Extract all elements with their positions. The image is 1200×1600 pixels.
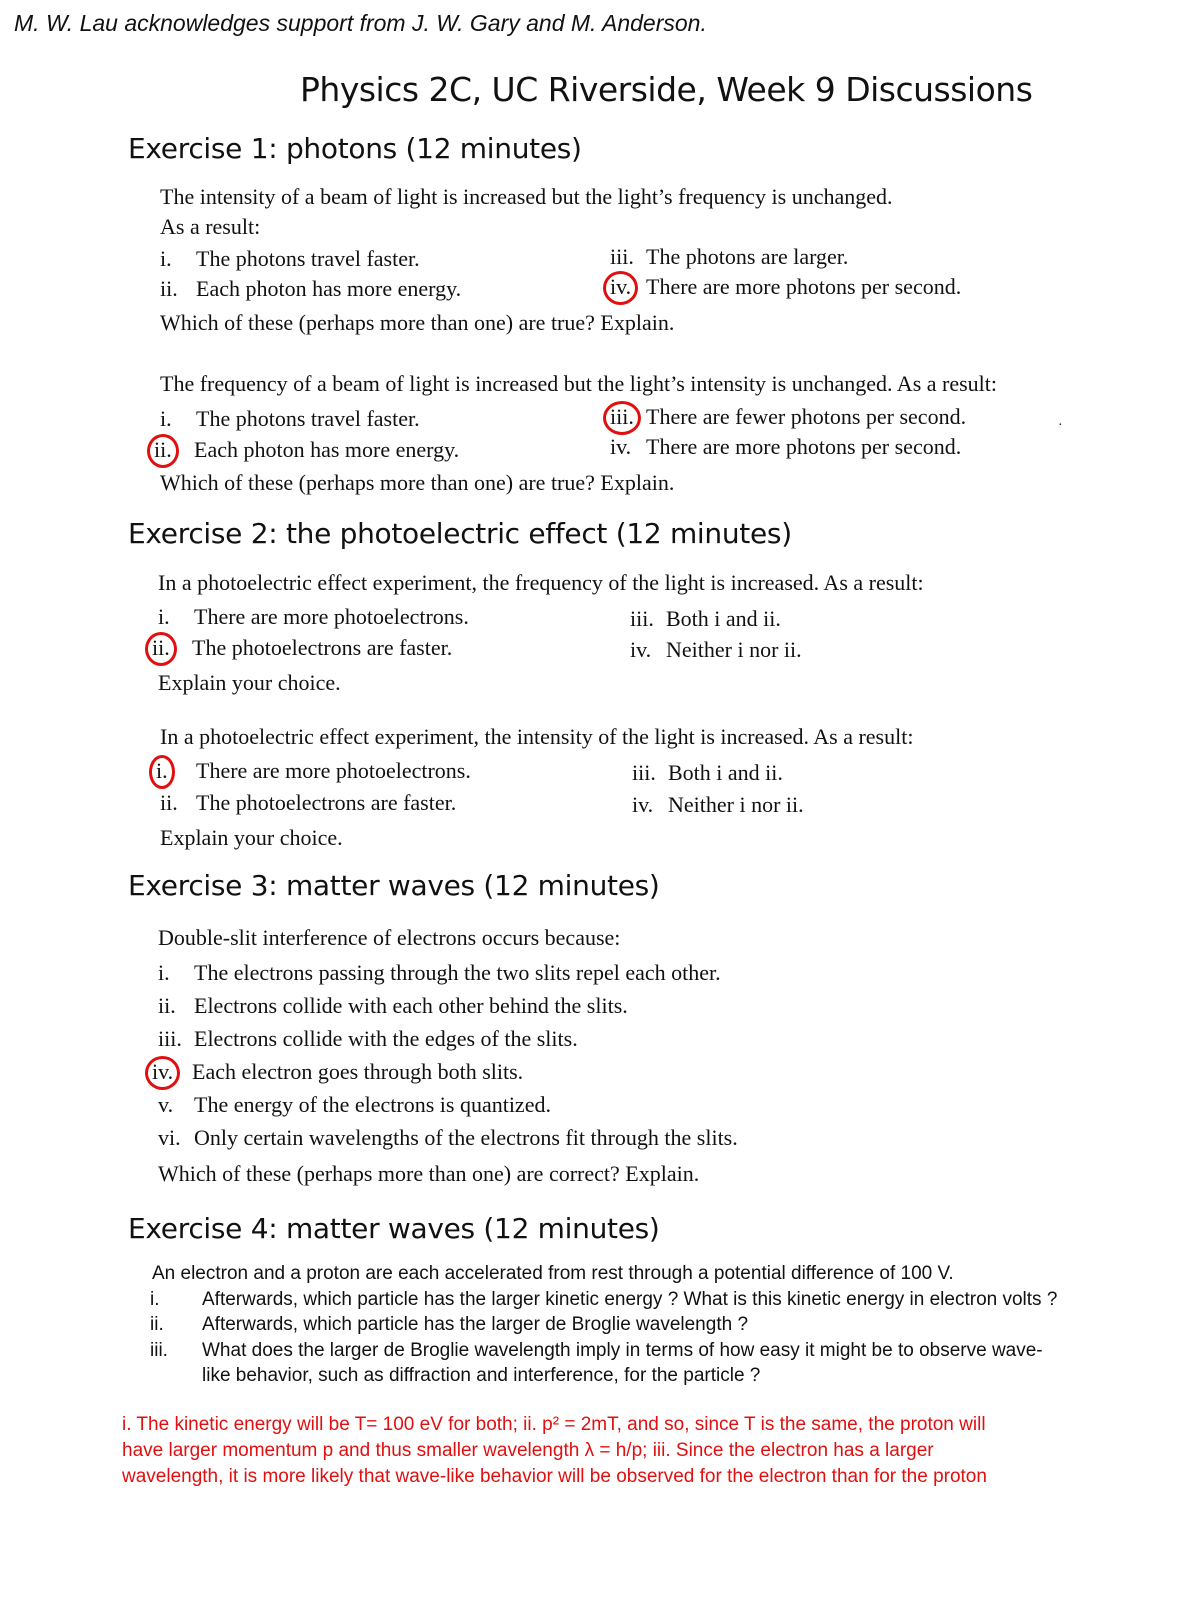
- ex2-q2-option-i: i. There are more photoelectrons.: [156, 758, 471, 783]
- ex1-q2-option-iv: iv. There are more photons per second.: [610, 434, 962, 459]
- ex1-q1-option-iii: iii. The photons are larger.: [610, 244, 849, 269]
- ex2-q1-option-iv: iv. Neither i nor ii.: [630, 637, 802, 662]
- ex3-prompt: Which of these (perhaps more than one) are correct? Explain.: [158, 1161, 700, 1186]
- answer-circle-mark: iv.: [152, 1059, 174, 1084]
- ex2-q2-stem: In a photoelectric effect experiment, the intensity of the light is increased. As a result:: [160, 724, 914, 749]
- exercise2-heading: Exercise 2: the photoelectric effect (12 minutes): [128, 517, 792, 550]
- exercise4-heading: Exercise 4: matter waves (12 minutes): [128, 1212, 660, 1245]
- ex2-q2-option-ii: ii. The photoelectrons are faster.: [160, 790, 457, 815]
- ex4-stem: An electron and a proton are each accelerated from rest through a potential difference of 100 V.: [152, 1263, 954, 1284]
- ex1-q2-stem: The frequency of a beam of light is increased but the light’s intensity is unchanged. As a result:: [160, 371, 998, 396]
- answer-circle-mark: iv.: [610, 274, 632, 299]
- ex3-option-i: i. The electrons passing through the two slits repel each other.: [158, 960, 721, 985]
- ex3-option-ii: ii. Electrons collide with each other behind the slits.: [158, 993, 628, 1018]
- ex4-question-iii-cont: like behavior, such as diffraction and interference, for the particle ?: [202, 1365, 761, 1386]
- ex1-q1-stem-cont: As a result:: [160, 214, 261, 239]
- answer-circle-mark: iii.: [610, 404, 634, 429]
- ex3-option-iv: iv. Each electron goes through both slits.: [152, 1059, 524, 1084]
- ex2-q1-option-iii: iii. Both i and ii.: [630, 606, 781, 631]
- page-title: Physics 2C, UC Riverside, Week 9 Discussions: [300, 70, 1033, 109]
- ex1-q1-stem: The intensity of a beam of light is increased but the light’s frequency is unchanged.: [160, 184, 893, 209]
- ex4-question-iii: iii. What does the larger de Broglie wavelength imply in terms of how easy it might be to observe wave-: [150, 1340, 1043, 1361]
- ex1-q1-option-i: i. The photons travel faster.: [160, 246, 420, 271]
- answer-circle-mark: i.: [156, 758, 168, 783]
- ex2-q2-prompt: Explain your choice.: [160, 825, 343, 850]
- exercise1-heading: Exercise 1: photons (12 minutes): [128, 132, 582, 165]
- ex4-question-ii: ii. Afterwards, which particle has the larger de Broglie wavelength ?: [150, 1314, 749, 1335]
- ex2-q1-option-ii: ii. The photoelectrons are faster.: [152, 635, 453, 660]
- ex3-stem: Double-slit interference of electrons occurs because:: [158, 925, 621, 950]
- ex4-answer-line-3: wavelength, it is more likely that wave-like behavior will be observed for the electron than for the proton: [122, 1466, 987, 1487]
- ex4-question-i: i. Afterwards, which particle has the larger kinetic energy ? What is this kinetic energy in electron volts ?: [150, 1289, 1058, 1310]
- ex1-q1-option-iv: iv. There are more photons per second.: [610, 274, 962, 299]
- ex2-q1-option-i: i. There are more photoelectrons.: [158, 604, 469, 629]
- ex1-q1-option-ii: ii. Each photon has more energy.: [160, 276, 462, 301]
- acknowledgment: M. W. Lau acknowledges support from J. W. Gary and M. Anderson.: [14, 10, 707, 36]
- stray-dot: ·: [1058, 418, 1063, 433]
- answer-circle-mark: ii.: [152, 635, 170, 660]
- ex4-answer-line-2: have larger momentum p and thus smaller wavelength λ = h/p; iii. Since the electron has a larger: [122, 1440, 934, 1461]
- ex4-answer-line-1: i. The kinetic energy will be T= 100 eV for both; ii. p² = 2mT, and so, since T is the same, the proton will: [122, 1414, 986, 1435]
- ex3-option-iii: iii. Electrons collide with the edges of the slits.: [158, 1026, 578, 1051]
- ex1-q2-option-i: i. The photons travel faster.: [160, 406, 420, 431]
- ex1-q2-option-iii: iii. There are fewer photons per second.: [610, 404, 967, 429]
- exercise3-heading: Exercise 3: matter waves (12 minutes): [128, 869, 660, 902]
- ex1-q2-option-ii: ii. Each photon has more energy.: [154, 437, 460, 462]
- answer-circle-mark: ii.: [154, 437, 172, 462]
- ex2-q2-option-iv: iv. Neither i nor ii.: [632, 792, 804, 817]
- ex3-option-vi: vi. Only certain wavelengths of the electrons fit through the slits.: [158, 1125, 738, 1150]
- ex1-q2-prompt: Which of these (perhaps more than one) are true? Explain.: [160, 470, 675, 495]
- ex2-q1-prompt: Explain your choice.: [158, 670, 341, 695]
- ex1-q1-prompt: Which of these (perhaps more than one) are true? Explain.: [160, 310, 675, 335]
- ex2-q1-stem: In a photoelectric effect experiment, the frequency of the light is increased. As a result:: [158, 570, 924, 595]
- ex2-q2-option-iii: iii. Both i and ii.: [632, 760, 783, 785]
- ex3-option-v: v. The energy of the electrons is quantized.: [158, 1092, 551, 1117]
